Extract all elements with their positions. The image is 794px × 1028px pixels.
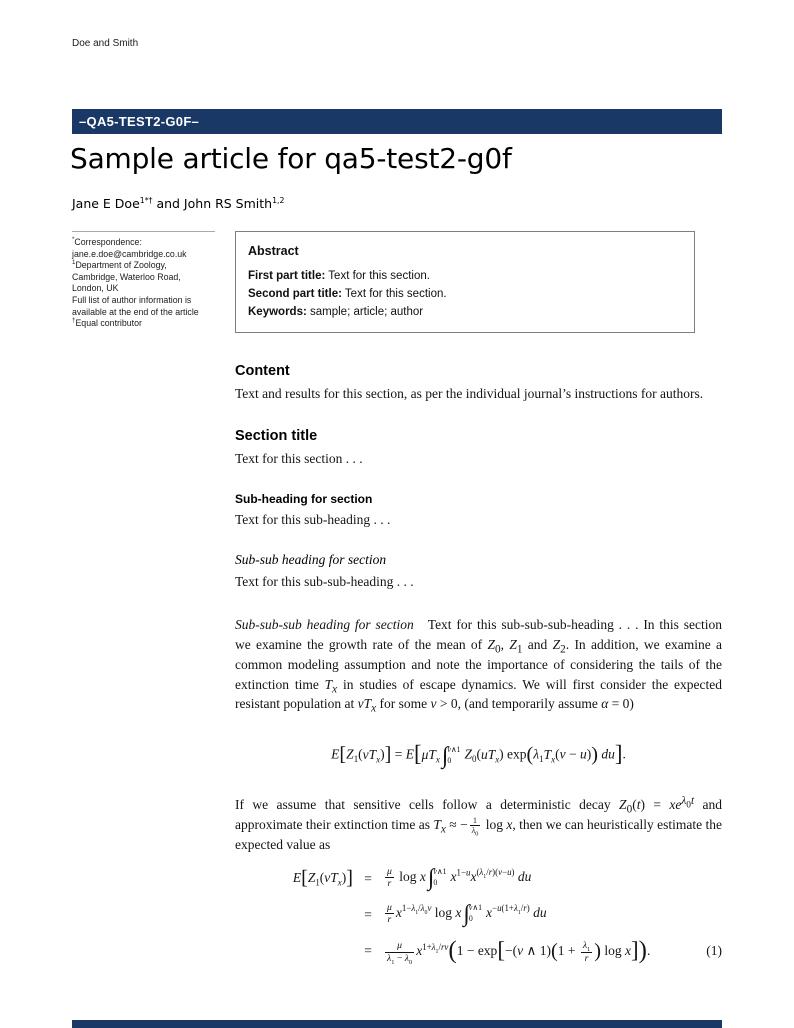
- sub-paragraph: Text for this sub-heading . . .: [235, 511, 391, 527]
- equation-relation: =: [364, 906, 372, 922]
- sub-heading: Sub-heading for section: [235, 491, 373, 506]
- abstract-first-label: First part title:: [248, 270, 326, 282]
- subsubsub-paragraph: [235, 615, 722, 714]
- equation-rhs: $\frac{\mu}{r}$ $x^{1-\lambda_1/\lambda_0v}$ log x∫ v∧1 0 $x^{-u(1+\lambda_1/r)}$ du: [387, 901, 547, 928]
- abstract-second-label: Second part title:: [248, 288, 342, 300]
- section-heading: Section title: [235, 427, 318, 444]
- running-head: Doe and Smith: [72, 38, 139, 49]
- author-notes: [72, 231, 215, 330]
- section-paragraph: Text for this section . . .: [235, 450, 363, 466]
- display-equation: $E[Z_1(vT_x)] = E[\mu T_x\int$ v∧1 0 $Z_0(uT_x) \exp(\lambda_1T_x(v - u))$ du].: [331, 741, 626, 769]
- abstract-title: Abstract: [248, 244, 299, 258]
- subsubsub-text: Text for this sub-sub-sub-heading . . . In this section we examine the growth rate of the mean of $Z_0$, $Z_1$ and $Z_2$. In addition, we examine a common modeling assumption and note the importance of considering the tails of the extinction time $T_x$ in studies of escape dynamics. We will first consider the expected resistant population at $vT_x$ for some v > 0, (and temporarily assume α = 0): [235, 617, 723, 716]
- equal-contributor-note: †Equal contributor: [72, 317, 142, 329]
- correspondence-note: *Correspondence: jane.e.doe@cambridge.co.uk: [72, 236, 187, 259]
- banner-text: –QA5-TEST2-G0F–: [79, 114, 200, 129]
- authors-line: Jane E Doe$^{1*\dagger}$ and John RS Smith$^{1,2}$: [72, 195, 285, 211]
- main-content: [235, 363, 722, 974]
- journal-banner: [72, 109, 722, 134]
- equation-row: [235, 937, 722, 965]
- equation-rhs: $\frac{\mu}{\lambda_1 - \lambda_0}$ $x^{1+\lambda_1/rv}(1 - \exp[-(v$ ∧ 1)(1 + $\frac{\lambda_1}{r}$ ) log x]).: [387, 937, 651, 966]
- equation-relation: =: [364, 870, 372, 886]
- abstract-first-text: Text for this section.: [325, 270, 430, 282]
- article-title: Sample article for qa5-test2-g0f: [70, 142, 512, 175]
- subsub-heading: Sub-sub heading for section: [235, 552, 387, 568]
- abstract-keywords: [248, 303, 682, 321]
- equation-row: [235, 865, 722, 892]
- abstract-keywords-label: Keywords:: [248, 306, 307, 318]
- abstract-second-part: [248, 285, 682, 303]
- subsub-paragraph: Text for this sub-sub-heading . . .: [235, 574, 414, 590]
- abstract-box: [235, 231, 695, 333]
- equation-block: [235, 865, 722, 965]
- abstract-first-part: [248, 267, 682, 285]
- equation-lhs: $E[Z_1(vT_x)]$: [292, 867, 353, 890]
- decay-paragraph: If we assume that sensitive cells follow a deterministic decay $Z_0(t) = xe^{\lambda_0t}$ and approximate their extinction time as $T_x$ ≈ − $\frac{1}{\lambda_0}$ log x, then we can heuristically estimate the expected value as: [235, 794, 723, 853]
- equation-rhs: $\frac{\mu}{r}$ log x∫ v∧1 0 $x^{1-u}x^{(\lambda_1/r)(v-u)}$ du: [387, 865, 532, 892]
- content-heading: Content: [235, 363, 290, 379]
- equation-relation: =: [364, 943, 372, 959]
- abstract-keywords-text: sample; article; author: [306, 306, 424, 318]
- footer-banner: [72, 1020, 722, 1028]
- affiliation-note: $^1$Department of Zoology, Cambridge, Waterloo Road, London, UK: [72, 259, 181, 294]
- equation-row: [235, 901, 722, 928]
- abstract-second-text: Text for this section.: [341, 288, 447, 300]
- content-paragraph: Text and results for this section, as per the individual journal’s instructions for authors.: [235, 386, 704, 401]
- equation-number: (1): [706, 943, 722, 959]
- author-info-note: Full list of author information is available at the end of the article: [72, 294, 199, 317]
- subsubsub-heading: Sub-sub-sub heading for section: [235, 617, 414, 633]
